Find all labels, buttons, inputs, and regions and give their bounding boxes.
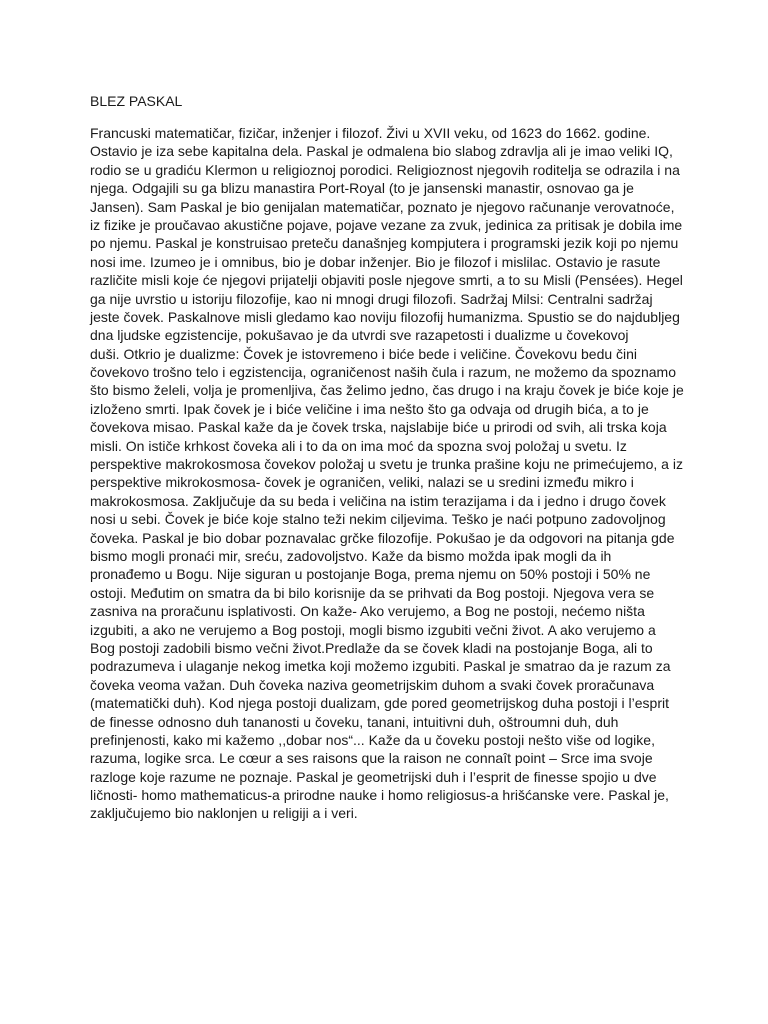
body-line: pronađemo u Bogu. Nije siguran u postojanje Boga, prema njemu on 50% postoji i 50% ne bbox=[90, 566, 651, 583]
body-line: njega. Odgajili su ga blizu manastira Port-Royal (to je jansenski manastir, osnovao ga je bbox=[90, 180, 634, 197]
body-line: dna ljudske egzistencije, pokušavao je da utvrdi sve razapetosti i dualizme u čovekovoj bbox=[90, 327, 629, 344]
body-line: perspektive mikrokosmosa- čovek je ograničen, veliki, nalazi se u sredini između mikro i bbox=[90, 474, 634, 491]
body-line: Jansen). Sam Paskal je bio genijalan matematičar, poznato je njegovo računanje verovatnoće, bbox=[90, 198, 675, 215]
document-title: BLEZ PASKAL bbox=[90, 93, 183, 109]
body-line: različite misli koje će njegovi prijatelji objaviti posle njegove smrti, a to su Misli (Pensées). Hegel bbox=[90, 272, 683, 289]
body-line: čovekova misao. Paskal kaže da je čovek trska, najslabije biće u prirodi od svih, ali trska koja bbox=[90, 419, 667, 436]
body-line: što bismo želeli, volja je promenljiva, čas želimo jedno, čas drugo i na kraju čovek je biće koje je bbox=[90, 382, 684, 399]
body-line: prefinjenosti, kako mi kažemo ,,dobar nos“... Kaže da u čoveku postoji nešto više od logike, bbox=[90, 731, 655, 748]
document-body bbox=[90, 124, 690, 823]
body-line: perspektive makrokosmosa čovekov položaj u svetu je trunka prašine koju ne primećujemo, a iz bbox=[90, 456, 683, 473]
body-line: izloženo smrti. Ipak čovek je i biće veličine i ima nešto što ga odvaja od drugih bića, a to je bbox=[90, 400, 649, 417]
body-line: zaključujemo bio naklonjen u religiji a i veri. bbox=[90, 805, 358, 822]
body-line: podrazumeva i ulaganje nekog imetka koji možemo izgubiti. Paskal je smatrao da je razum za bbox=[90, 658, 671, 675]
body-line: (matematički duh). Kod njega postoji dualizam, gde pored geometrijskog duha postoji i l’esprit bbox=[90, 695, 669, 712]
body-line: ga nije uvrstio u istoriju filozofije, kao ni mnogi drugi filozofi. Sadržaj Milsi: Centralni sadržaj bbox=[90, 290, 653, 307]
body-line: nosi u sebi. Čovek je biće koje stalno teži nekim ciljevima. Teško je naći potpuno zadovoljnog bbox=[90, 511, 666, 528]
body-line: ostoji. Međutim on smatra da bi bilo korisnije da se prihvati da Bog postoji. Njegova vera se bbox=[90, 584, 655, 601]
body-line: de finesse odnosno duh tananosti u čoveku, tanani, intuitivni duh, oštroumni duh, duh bbox=[90, 713, 619, 730]
body-line: iz fizike je proučavao akustične pojave, pojave vezane za zvuk, jedinica za pritisak je dobila ime bbox=[90, 216, 683, 233]
body-line: misli. On ističe krhkost čoveka ali i to da on ima moć da spozna svoj položaj u svetu. Iz bbox=[90, 437, 627, 454]
body-line: Francuski matematičar, fizičar, inženjer i filozof. Živi u XVII veku, od 1623 do 1662. godine. bbox=[90, 125, 651, 141]
body-line: Bog postoji zadobili bismo večni život.Predlaže da se čovek kladi na postojanje Boga, ali to bbox=[90, 639, 653, 656]
body-line: Ostavio je iza sebe kapitalna dela. Paskal je odmalena bio slabog zdravlja ali je imao veliki IQ, bbox=[90, 143, 673, 160]
body-line: bismo mogli pronaći mir, sreću, zadovoljstvo. Kaže da bismo možda ipak mogli da ih bbox=[90, 547, 612, 564]
body-line: makrokosmosa. Zaključuje da su beda i veličina na istim terazijama i da i jedno i drugo čovek bbox=[90, 492, 666, 509]
body-line: čoveka veoma važan. Duh čoveka naziva geometrijskim duhom a svaki čovek proračunava bbox=[90, 676, 655, 693]
body-line: duši. Otkrio je dualizme: Čovek je istovremeno i biće bede i veličine. Čovekovu bedu čini bbox=[90, 345, 638, 362]
body-line: razloge koje razume ne poznaje. Paskal je geometrijski duh i l’esprit de finesse spojio u dve bbox=[90, 768, 657, 785]
body-line: čoveka. Paskal je bio dobar poznavalac grčke filozofije. Pokušao je da odgovori na pitanja gde bbox=[90, 529, 675, 546]
body-line: izgubiti, a ako ne verujemo a Bog postoji, mogli bismo izgubiti večni život. A ako verujemo a bbox=[90, 621, 656, 638]
body-line: razuma, logike srca. Le cœur a ses raisons que la raison ne connaît point – Srce ima svoje bbox=[90, 750, 653, 767]
body-line: nosi ime. Izumeo je i omnibus, bio je dobar inženjer. Bio je filozof i mislilac. Ostavio je rasute bbox=[90, 253, 661, 270]
body-line: ličnosti- homo mathematicus-a prirodne nauke i homo religiosus-a hrišćanske vere. Paskal je, bbox=[90, 787, 669, 804]
body-line: po njemu. Paskal je konstruisao preteču današnjeg kompjutera i programski jezik koji po njemu bbox=[90, 235, 679, 252]
body-line: čovekovo trošno telo i egzistencija, ograničenost naših čula i razum, ne možemo da spoznamo bbox=[90, 364, 676, 381]
body-line: jeste čovek. Paskalnove misli gledamo kao noviju filozofij humanizma. Spustio se do najdubljeg bbox=[90, 308, 680, 325]
body-line: zasniva na proračunu isplativosti. On kaže- Ako verujemo, a Bog ne postoji, nećemo ništa bbox=[90, 603, 645, 620]
body-line: rodio se u gradiću Klermon u religioznoj porodici. Religioznost njegovih roditelja se odrazila i na bbox=[90, 161, 680, 178]
